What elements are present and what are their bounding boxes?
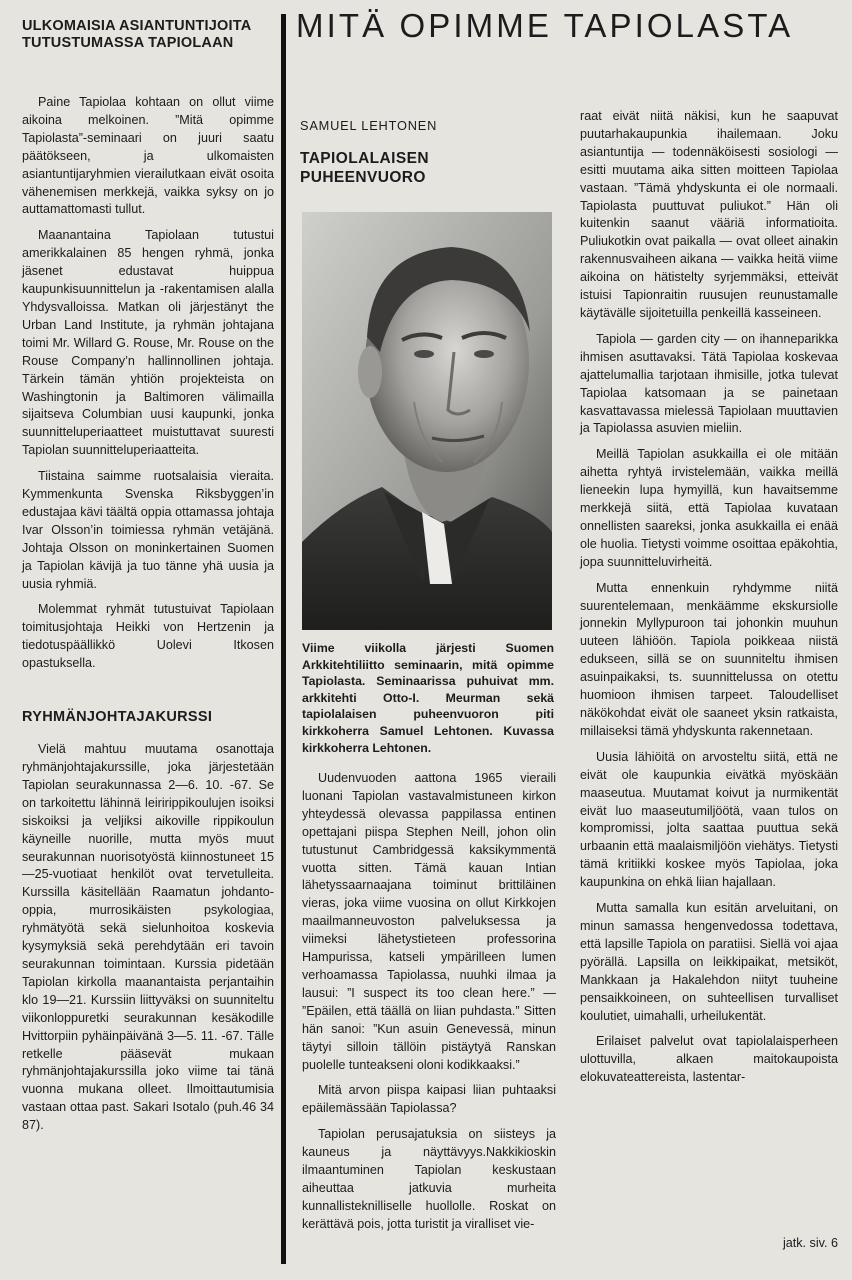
paragraph: Paine Tapiolaa kohtaan on ollut viime aikoina melkoinen. ”Mitä opimme Tapiolasta”-seminaari on juuri saatu päätökseen, ja ulkomaisten asiantuntijaryhmien vierailutkaan eivät osoita vähenemisen merkkejä, vaikka syksy on jo auttamattomasti tullut. [22,95,274,217]
middle-column-header [300,118,556,187]
middle-article [302,770,556,1234]
left-column [22,18,274,1135]
article-headline: TAPIOLALAISEN PUHEENVUORO [300,150,429,186]
page-title: MITÄ OPIMME TAPIOLASTA [296,7,794,44]
paragraph: Meillä Tapiolan asukkailla ei ole mitään aihetta ryhtyä irvistelemään, vaikka meillä lieneekin lupa hymyillä, kun havaitsemme merkkejä siitä, että Tapiolaa kuvataan onnellisten saareksi, jonka asukkailla ei enää ole huolia. Tietysti voimme osoittaa epäkohtia, jopa suunnitteluvirheitä. [580,447,838,569]
right-article [580,108,838,1087]
left-article [22,94,274,673]
continuation-note: jatk. siv. 6 [782,1236,838,1250]
paragraph: Vielä mahtuu muutama osanottaja ryhmänjohtajakurssille, joka järjestetään Tapiolan seurakunnassa 2—6. 10. -67. Se on tarkoitettu lähinnä leiririppikoulujen isoiksi siskoiksi ja veljiksi aikoville rippikoulun käyneille nuorille, mutta myös muut seurakunnan nuorisotyöstä kiinnostuneet 15—25-vuotiaat henkilöt ovat tervetulleita. Kurssilla käsitellään Raamatun johdanto-oppia, murrosikäisten psykologiaa, ryhmätyötä sekä sielunhoitoa koskevia kysymyksiä sekä perehdytään eri tavoin seurakunnan toimintaan. Kurssia pidetään Tapiolan kirkolla maanantaista perjantaihin klo 19—21. Kurssiin liittyväksi on suunniteltu viikonloppuretki seurakunnan kesäkodille Hvittorpiin pyhäinpäivänä 3—5. 11. -67. Tälle retkelle pääsevät mukaan ryhmänjohtajakurssilla joko viime tai tänä vuonna mukana olleet. Ilmoittautumisia vastaan ottaa past. Sakari Isotalo (puh.46 34 87). [22,742,274,1133]
left-headline: ULKOMAISIA ASIANTUNTIJOITA TUTUSTUMASSA TAPIOLAAN [22,18,251,51]
column-divider [281,14,286,1264]
paragraph: Mutta ennenkuin ryhdymme niitä suurentelemaan, menkäämme ekskursiolle jonnekin Myllypuroon tai johonkin muuhun uuteen lähiöön. Tapiola poikkeaa niistä edukseen, sillä se on suunniteltu ihmisen asuinpaikaksi, ts. suunnittelussa on otettu huomioon ihmisen tarpeet. Taloudelliset näkökohdat eivät ole saaneet yksin ratkaista, millaiseksi tämä yhdyskunta rakennetaan. [580,580,838,738]
paragraph: Tiistaina saimme ruotsalaisia vieraita. Kymmenkunta Svenska Riksbyggen’in edustajaa kävi täältä oppia ottamassa johtaja Ivar Olsson’in toimiessa ryhmän vetäjänä. Johtaja Olsson on moninkertainen Suomen ja Tapiolan kävijä ja tuo tänne yhä uusia ja uusia ryhmiä. [22,469,274,591]
photo-caption: Viime viikolla järjesti Suomen Arkkitehtiliitto seminaarin, mitä opimme Tapiolasta. Seminaarissa puhuivat mm. arkkitehti Otto-I. Meurman sekä tapiolalaisen puheenvuoron piti kirkkoherra Samuel Lehtonen. Kuvassa kirkkoherra Lehtonen. [302,641,554,755]
paragraph: Uusia lähiöitä on arvosteltu siitä, että ne eivät ole kaupunkia eivätkä myöskään maaseutua. Muutamat koivut ja nurmikentät eivät luo maaseutumiljöötä, vaan tulos on kompromissi, jolta saattaa puuttua sekä urbaanin että maalaismiljöön viehätys. Tietysti tämä kritiikki koskee myös Tapiolaa, joka kaupunkina on ehkä liian hajallaan. [580,749,838,890]
paragraph: Tapiola — garden city — on ihanneparikka ihmisen asuttavaksi. Tätä Tapiolaa koskevaa ajattelumallia tarjotaan ihmisille, jotka tulevat Tapiolaa katsomaan ja se painetaan kasvattavassa mielessä Tapiolaan muuttavien ja Tapiolassa asuvien mieliin. [580,331,838,436]
paragraph: Mitä arvon piispa kaipasi liian puhtaaksi epäilemässään Tapiolassa? [302,1083,556,1116]
paragraph: Maanantaina Tapiolaan tutustui amerikkalainen 85 hengen ryhmä, jonka jäsenet edustavat huippua kaupunkisuunnittelun ja -rakentamisen alalla Yhdysvalloissa. Matkan oli järjestänyt the Urban Land Institute, ja ryhmän johtajana toimi Mr. Willard G. Rouse, Mr. Rouse on the Rouse Company’n hallinnollinen johtaja. Tärkein tämän yhtiön projekteista on Washingtonin ja Baltimoren välimailla sijaitseva Columbian uusi kaupunki, jonka suunnitteluperiaatteet muistuttavat suuresti Tapiolan suunnitteluperiaatteita. [22,228,274,458]
paragraph: Erilaiset palvelut ovat tapiolalaisperheen ulottuvilla, alkaen maitokaupoista elokuvateattereista, lastentar- [580,1034,838,1085]
portrait-photo [302,212,552,630]
section-title: RYHMÄNJOHTAJAKURSSI [22,709,213,726]
section-article [22,741,274,1135]
paragraph: Tapiolan perusajatuksia on siisteys ja kauneus ja näyttävyys.Nakkikioskin ilmaantuminen Tapiolan keskustaan aiheuttaa jatkuvia murheita kunnallisteknilliselle huollolle. Roskat on kerättävä pois, jotta turistit ja viralliset vie- [302,1127,556,1231]
paragraph: Mutta samalla kun esitän arveluitani, on minun samassa hengenvedossa todettava, että lapsille Tapiola on paratiisi. Siellä voi ajaa pyörällä. Lapsilla on leikkipaikat, metsiköt, Mankkaan ja Hakalehdon niityt tuuheine pensaikkoineen, on suhteellisen turvalliset koulutiet, uimahalli, urheilukentät. [580,901,838,1023]
paragraph: raat eivät niitä näkisi, kun he saapuvat puutarhakaupunkia ihailemaan. Joku asiantuntija — todennäköisesti sosiologi — esitti muutama aika sitten moitteen Tapiolaa vastaan. ”Tämä yhdyskunta ei ole normaali. Tapiolasta puuttuvat puliukot.” Hän oli kuitenkin saanut vääriä informatioita. Puliukotkin ovat paikalla — ovat olleet ainakin rakennusvaiheen aikana — vaikka heitä viime aikoina on hätisteltу syrjemmäksi, etteivät istuisi Tapionraitin ruusujen reunustamalle käytävälle sijoitetuilla penkeillä kasseineen. [580,109,838,320]
paragraph: Uudenvuoden aattona 1965 vieraili luonani Tapiolan vastavalmistuneen kirkon yhteydessä olevassa pappilassa entinen opettajani piispa Stephen Neill, johon olin tutustunut Cambridgessä kaksikymmentä vuotta sitten. Tämä kauan Intian lähetyssaarnaajana toiminut brittiläinen vieras, joka viime vuosina on ollut Kirkkojen maailmanneuvoston palveluksessa ja viimeksi lähetystieteen professorina Hampurissa, katseli ympärilleen lumen verhoamassa Tapiolassa, nuuhki ilmaa ja lausui: ”I suspect its too clean here.” — ”Epäilen, että täällä on liian puhdasta.” Sitten hän sanoi: ”Kun asuin Genevessä, minun täytyi silloin tällöin pistäytyä Ranskan puolelle tunteakseni oloni kodikkaaksi.” [302,771,556,1072]
author-byline: SAMUEL LEHTONEN [300,118,438,133]
paragraph: Molemmat ryhmät tutustuivat Tapiolaan toimitusjohtaja Heikki von Hertzenin ja tiedotuspäällikkö Uolevi Itkosen opastuksella. [22,602,274,671]
